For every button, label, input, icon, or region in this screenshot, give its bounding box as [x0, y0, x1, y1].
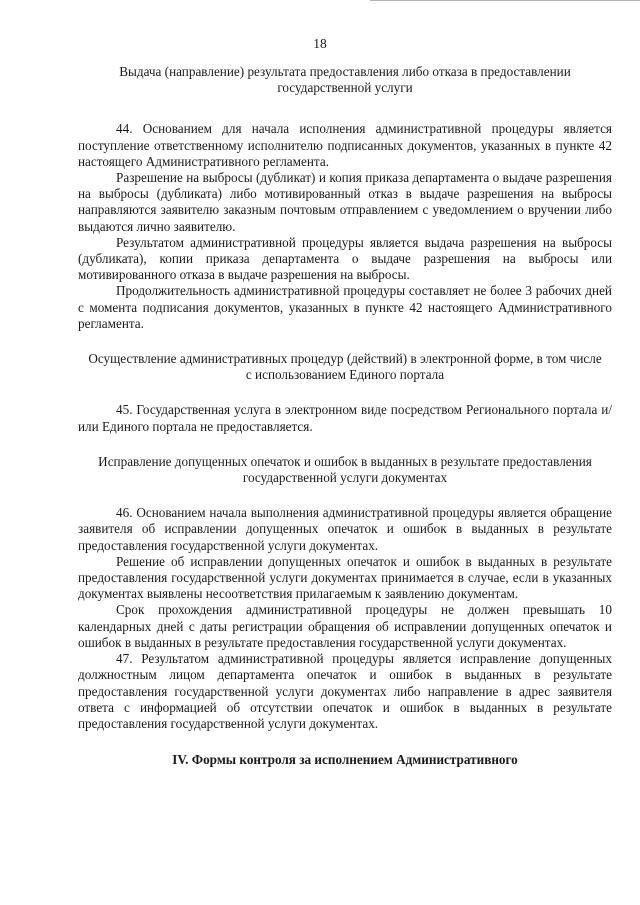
- paragraph-44-result: Результатом административной процедуры является выдача разрешения на выбросы (дубликата), копии приказа департамента о выдаче разрешения на выбросы или мотивированного отказа в выдаче разрешения на выбросы.: [78, 234, 612, 283]
- section-heading-error-correction: Исправление допущенных опечаток и ошибок в выданных в результате предоставления государственной услуги документах: [98, 453, 592, 486]
- paragraph-46-decision: Решение об исправлении допущенных опечаток и ошибок в выданных в результате предоставления государственной услуги документах принимается в случае, если в указанных документах выявлены несоответствия прилагаемым к заявлению документам.: [78, 553, 612, 602]
- section-heading-electronic-form: Осуществление административных процедур (действий) в электронной форме, в том числе с использованием Единого портала: [88, 351, 602, 383]
- page-number: 18: [313, 36, 327, 51]
- paragraph-44-duration: Продолжительность административной процедуры составляет не более 3 рабочих дней с момента подписания документов, указанных в пункте 42 настоящего Административного регламента.: [78, 283, 612, 331]
- top-edge-rule: [370, 0, 640, 1]
- paragraph-44-permit-delivery: Разрешение на выбросы (дубликат) и копия приказа департамента о выдаче разрешения на выбросы (дубликата) либо мотивированный отказ в выдаче разрешения на выбросы направляются заявителю заказным почтовым отправлением с уведомлением о вручении либо выдаются лично заявителю.: [78, 170, 612, 234]
- document-body: [78, 64, 612, 768]
- section-heading-issuance: Выдача (направление) результата предоставления либо отказа в предоставлении государственной услуги: [119, 64, 571, 96]
- chapter-heading-control-forms: IV. Формы контроля за исполнением Административного: [172, 752, 518, 768]
- paragraph-46-basis: 46. Основанием начала выполнения административной процедуры является обращение заявителя об исправлении допущенных опечаток и ошибок в выданных в результате предоставления государственной услуги документах.: [78, 505, 612, 553]
- paragraph-46-term: Срок прохождения административной процедуры не должен превышать 10 календарных дней с даты регистрации обращения об исправлении допущенных опечаток и ошибок в выданных в результате предоставления государственной услуги документах.: [78, 602, 612, 650]
- paragraph-47-result: 47. Результатом административной процедуры является исправление допущенных должностным лицом департамента опечаток и ошибок в выданных в результате предоставления государственной услуги документах либо направление в адрес заявителя ответа с информацией об отсутствии опечаток и ошибок в выданных в результате предоставления государственной услуги документах.: [78, 651, 612, 731]
- paragraph-45-electronic-service: 45. Государственная услуга в электронном виде посредством Регионального портала и/или Единого портала не предоставляется.: [78, 402, 612, 434]
- paragraph-44-basis: 44. Основанием для начала исполнения административной процедуры является поступление ответственному исполнителю подписанных документов, указанных в пункте 42 настоящего Административного регламента.: [78, 121, 612, 169]
